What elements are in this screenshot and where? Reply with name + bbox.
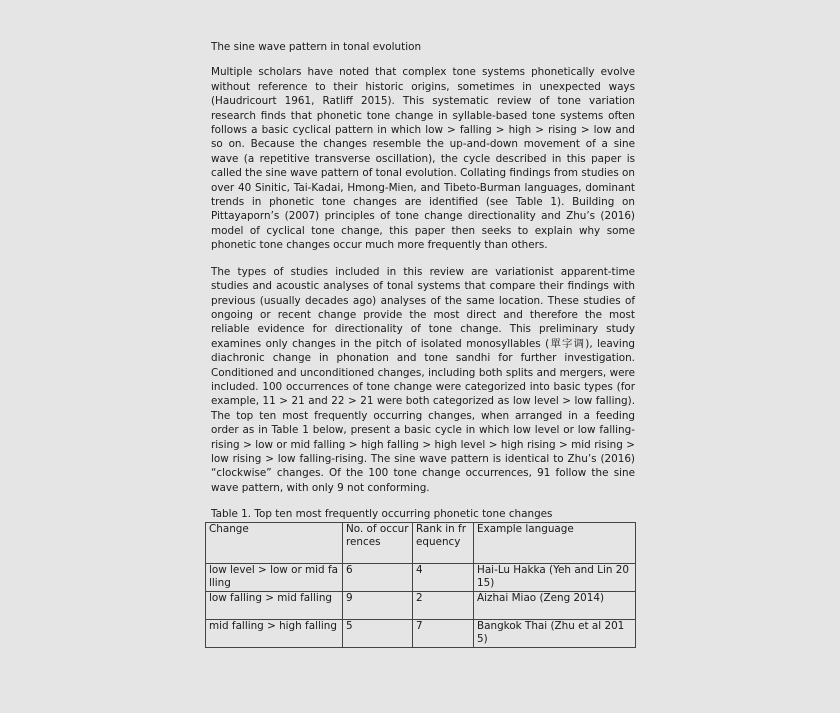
table-row: [206, 619, 636, 647]
document-body: [211, 40, 635, 648]
tone-change-table: [205, 522, 636, 648]
cell-occurrences: 5: [343, 619, 413, 647]
cell-occurrences: 9: [343, 591, 413, 619]
cell-example-language: Aizhai Miao (Zeng 2014): [474, 591, 636, 619]
header-occurrences: No. of occurrences: [343, 522, 413, 563]
table-header-row: [206, 522, 636, 563]
cell-change: mid falling > high falling: [206, 619, 343, 647]
paragraph-intro: Multiple scholars have noted that complex tone systems phonetically evolve without reference to their historic origins, sometimes in unexpected ways (Haudricourt 1961, Ratliff 2015). This systematic review of tone variation research finds that phonetic tone change in syllable-based tone systems often follows a basic cyclical pattern in which low > falling > high > rising > low and so on. Because the changes resemble the up-and-down movement of a sine wave (a repetitive transverse oscillation), the cycle described in this paper is called the sine wave pattern of tonal evolution. Collating findings from studies on over 40 Sinitic, Tai-Kadai, Hmong-Mien, and Tibeto-Burman languages, dominant trends in phonetic tone changes are identified (see Table 1). Building on Pittayaporn’s (2007) principles of tone change directionality and Zhu’s (2016) model of cyclical tone change, this paper then seeks to explain why some phonetic tone changes occur much more frequently than others.: [211, 66, 635, 252]
cell-occurrences: 6: [343, 563, 413, 591]
table-caption: Table 1. Top ten most frequently occurring phonetic tone changes: [211, 508, 553, 521]
cell-rank: 4: [413, 563, 474, 591]
cell-example-language: Bangkok Thai (Zhu et al 2015): [474, 619, 636, 647]
header-change: Change: [206, 522, 343, 563]
cell-change: low level > low or mid falling: [206, 563, 343, 591]
header-rank: Rank in frequency: [413, 522, 474, 563]
table-row: [206, 591, 636, 619]
document-title: The sine wave pattern in tonal evolution: [211, 41, 422, 53]
cell-change: low falling > mid falling: [206, 591, 343, 619]
paragraph-methods: The types of studies included in this review are variationist apparent-time studies and acoustic analyses of tonal systems that compare their findings with previous (usually decades ago) analyses of the same location. These studies of ongoing or recent change provide the most direct and therefore the most reliable evidence for directionality of tone change. This preliminary study examines only changes in the pitch of isolated monosyllables (單字调), leaving diachronic change in phonation and tone sandhi for further investigation. Conditioned and unconditioned changes, including both splits and mergers, were included. 100 occurrences of tone change were categorized into basic types (for example, 11 > 21 and 22 > 21 were both categorized as low level > low falling). The top ten most frequently occurring changes, when arranged in a feeding order as in Table 1 below, present a basic cycle in which low level or low falling-rising > low or mid falling > high falling > high level > high rising > mid rising > low rising > low falling-rising. The sine wave pattern is identical to Zhu’s (2016) “clockwise” changes. Of the 100 tone change occurrences, 91 follow the sine wave pattern, with only 9 not conforming.: [211, 265, 635, 494]
table-row: [206, 563, 636, 591]
cell-example-language: Hai-Lu Hakka (Yeh and Lin 2015): [474, 563, 636, 591]
cell-rank: 7: [413, 619, 474, 647]
cell-rank: 2: [413, 591, 474, 619]
header-example-language: Example language: [474, 522, 636, 563]
